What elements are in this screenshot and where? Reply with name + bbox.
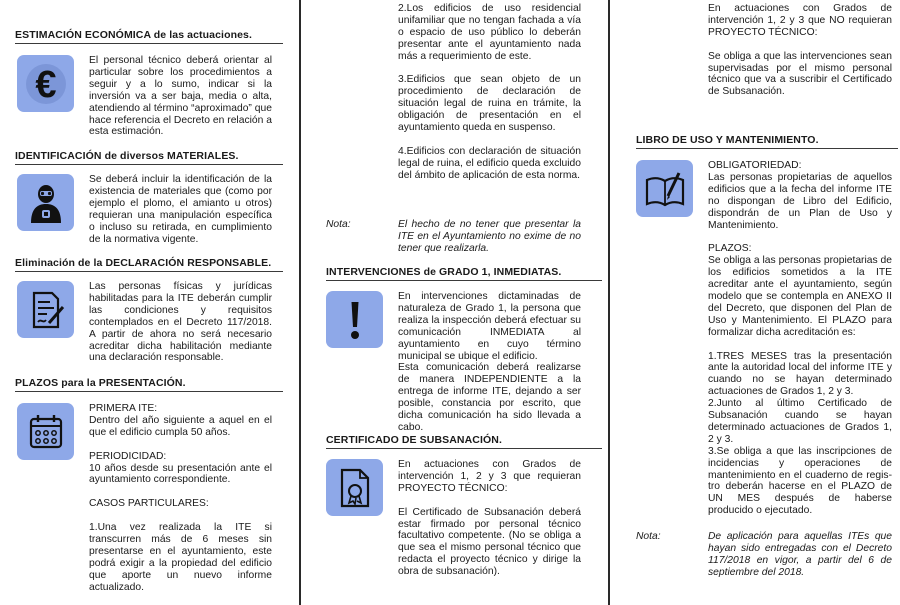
column-divider (299, 0, 301, 605)
note-label: Nota: (326, 219, 351, 230)
section-body: En intervenciones dictaminadas de naturaleza de Grado 1, la persona que realiza la inspección deberá efectuar su comunicación INMEDIATA al ayuntamiento en cuyo término municipal se ubique el edificio. Esta comunicación deberá realizarse de manera INDEPENDIENTE a la entrega de informe ITE, dejando a ser posible, constancia por escrito, que dicha comunicación ha sido llevada a cabo. (398, 291, 581, 433)
continued-text: En actuaciones con Grados de intervención 1, 2 y 3 que NO requieran PROYECTO TÉCNICO: Se obliga a que las intervenciones sean supervisadas por el mismo personal técnico que va a suscribir el Certificado de Subsanación. (708, 3, 892, 98)
euro-icon (17, 55, 74, 112)
note-text: De aplicación para aquellas ITEs que hayan sido entregadas con el Decreto 117/2018 en vigor, a partir del 6 de septiembre del 2018. (708, 531, 892, 578)
exclamation-icon (326, 291, 383, 348)
column-divider (608, 0, 610, 605)
column-2 (305, 0, 607, 605)
section-title: LIBRO DE USO Y MANTENIMIENTO. (636, 134, 898, 149)
section-title: INTERVENCIONES de GRADO 1, INMEDIATAS. (326, 266, 602, 281)
column-1 (0, 0, 296, 605)
section-title: ESTIMACIÓN ECONÓMICA de las actuaciones. (15, 29, 283, 44)
signed-document-icon (17, 281, 74, 338)
note-text: El hecho de no tener que presentar la ITE en el Ayuntamiento no exime de no tener que realizarla. (398, 219, 581, 254)
svg-text:€: € (34, 63, 57, 106)
section-body: OBLIGATORIEDAD: Las personas propietarias de aquellos edificios que a la fecha del informe ITE no dispongan de Libro del Edificio, dispondrán de un Plan de Uso y Mantenimiento. PLAZOS: Se obliga a las personas propietarias de los edificios sometidos a la ITE acreditar ante el ayuntamiento, según modelo que se contempla en ANEXO II del Decreto, que disponen del Plan de Uso y Mantenimiento. El PLAZO para formalizar dicha acreditación es: 1.TRES MESES tras la presentación ante la autoridad local del informe ITE y cuando no se hayan determinado actuaciones de Grados 1, 2 y 3. 2.Junto al último Certificado de Subsanación cuando se hayan determinado actuaciones de Grados 1, 2 y 3. 3.Se obliga a que las inscripciones de incidencias y operaciones de mantenimiento en el cuaderno de regis-tro deberán hacerse en el PLAZO de UN MES después de haberse producido o ejecutado. (708, 160, 892, 517)
column-3 (614, 0, 900, 605)
hazmat-worker-icon (17, 174, 74, 231)
calendar-icon (17, 403, 74, 460)
section-body: PRIMERA ITE: Dentro del año siguiente a aquel en el que el edificio cumpla 50 años. PERIODICIDAD: 10 años desde su presentación ante el ayuntamiento correspondiente. CASOS PARTICULARES: 1.Una vez realizada la ITE si transcurren más de 6 meses sin presentarse en el ayuntamiento, este podrá exigir a la propiedad del edificio que aporte un nuevo informe actualizado. (89, 403, 272, 593)
section-title: CERTIFICADO DE SUBSANACIÓN. (326, 434, 602, 449)
section-title: IDENTIFICACIÓN de diversos MATERIALES. (15, 150, 283, 165)
section-title: PLAZOS para la PRESENTACIÓN. (15, 377, 283, 392)
section-body: En actuaciones con Grados de intervención 1, 2 y 3 que requieran PROYECTO TÉCNICO: El Certificado de Subsanación deberá estar firmado por personal técnico facultativo competente. (No se obliga a que sea el mismo personal técnico que redacta el proyecto técnico y dirige la obra de subsanación). (398, 459, 581, 578)
section-body: Se deberá incluir la identificación de la existencia de materiales que (como por ejemplo el plomo, el amianto u otros) requieran una manipulación específica o incluso su retirada, en cumplimiento de la normativa vigente. (89, 174, 272, 245)
continued-list: 2.Los edificios de uso residencial unifamiliar que no tengan fachada a vía o espacio de uso público lo deberán presentar ante el ayuntamiento nada más a requerimiento de este. 3.Edificios que sean objeto de un procedimiento de declaración de situación legal de ruina en trámite, la obligación de presentación en el ayuntamiento queda en suspenso. 4.Edificios con declaración de situación legal de ruina, el edificio queda excluido del ámbito de aplicación de esta norma. (398, 3, 581, 181)
certificate-icon (326, 459, 383, 516)
section-title: Eliminación de la DECLARACIÓN RESPONSABLE. (15, 257, 283, 272)
section-body: Las personas físicas y jurídicas habilitadas para la ITE deberán cumplir las condiciones y requisitos contemplados en el Decreto 117/2018. A partir de ahora no será necesario acreditar dicha habilitación mediante una declaración responsable. (89, 281, 272, 364)
section-body: El personal técnico deberá orientar al particular sobre los procedimientos a seguir y a lo sumo, indicar si la inversión va a ser baja, media o alta, atendiendo al término “aproximado” que hace referencia el Decreto en relación a esta estimación. (89, 55, 272, 138)
book-pen-icon (636, 160, 693, 217)
note-label: Nota: (636, 531, 661, 542)
